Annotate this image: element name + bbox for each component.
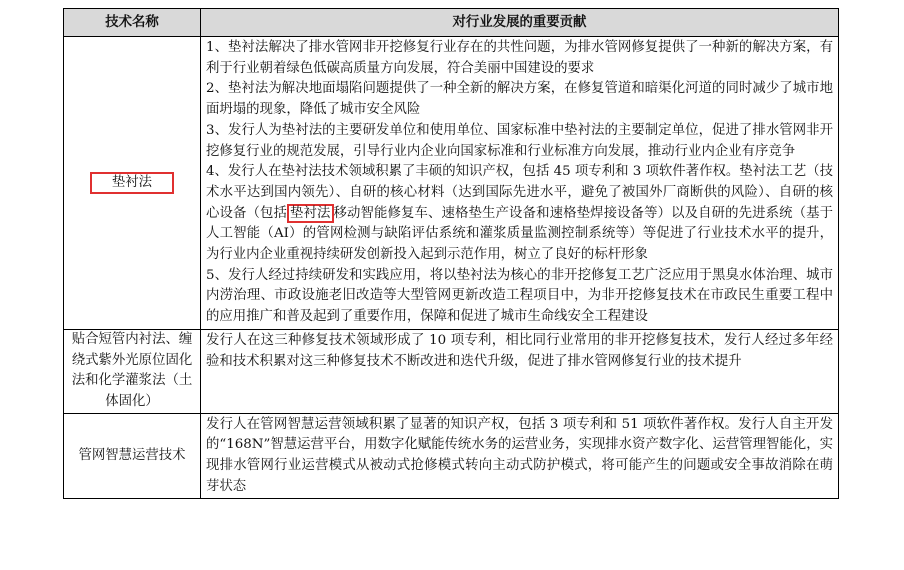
contribution-paragraph: 1、垫衬法解决了排水管网非开挖修复行业存在的共性问题，为排水管网修复提供了一种新的解决方案，有利于行业朝着绿色低碳高质量方向发展，符合美丽中国建设的要求 (206, 40, 833, 76)
row-contribution-cell (201, 329, 839, 413)
table-row (64, 329, 839, 413)
row-tech-name-cell (64, 37, 201, 330)
row-contribution-cell (201, 37, 839, 330)
table-header-row (64, 9, 839, 37)
paragraph-text: 4、发行人在垫衬法技术领域积累了丰硕的知识产权，包括 45 项专利和 3 项软件著作权。垫衬法工艺（技术水平达到国内领先）、自研的核心材料（达到国际先进水平，避免了被国外厂商断供的风险）、自研的核心设备（包括 (206, 164, 833, 221)
table-row (64, 413, 839, 499)
contribution-paragraph: 发行人在这三种修复技术领域形成了 10 项专利，相比同行业常用的非开挖修复技术，发行人经过多年经验和技术积累对这三种修复技术不断改进和迭代升级，促进了排水管网修复行业的技术提升 (206, 332, 833, 369)
contribution-table-container (63, 8, 838, 499)
highlighted-tech-name: 垫衬法 (90, 172, 174, 194)
table-row (64, 37, 839, 330)
contribution-paragraph: 5、发行人经过持续研发和实践应用，将以垫衬法为核心的非开挖修复工艺广泛应用于黑臭水体治理、城市内涝治理、市政设施老旧改造等大型管网更新改造工程项目中，为非开挖修复技术在市政民生重要工程中的应用推广和普及起到了重要作用，保障和促进了城市生命线安全工程建设 (206, 267, 833, 325)
header-tech-name: 技术名称 (64, 9, 201, 37)
contribution-paragraph: 3、发行人为垫衬法的主要研发单位和使用单位、国家标准中垫衬法的主要制定单位，促进了排水管网非开挖修复行业的规范发展，引导行业内企业向国家标准和行业标准方向发展，推动行业内企业有序竞争 (206, 122, 833, 159)
contribution-paragraph: 2、垫衬法为解决地面塌陷问题提供了一种全新的解决方案，在修复管道和暗渠化河道的同时减少了城市地面坍塌的现象，降低了城市安全风险 (206, 81, 833, 118)
contribution-paragraph (206, 162, 833, 266)
paragraph-text: 移动智能修复车、速格垫生产设备和速格垫焊接设备等）以及自研的先进系统（基于人工智能（AI）的管网检测与缺陷评估系统和灌浆质量监测控制系统等）等促进了行业技术水平的提升，为行业内企业重视持续研发创新投入起到示范作用，树立了良好的标杆形象 (206, 205, 834, 263)
row-tech-name-cell: 管网智慧运营技术 (64, 413, 201, 499)
highlighted-term: 垫衬法 (287, 204, 334, 223)
row-contribution-cell (201, 413, 839, 499)
contribution-paragraph: 发行人在管网智慧运营领域积累了显著的知识产权，包括 3 项专利和 51 项软件著作权。发行人自主开发的“168N”智慧运营平台，用数字化赋能传统水务的运营业务，实现排水资产数字化、运营管理智能化，实现排水管网行业运营模式从被动式抢修模式转向主动式防护模式，将可能产生的问题或安全事故消除在萌芽状态 (206, 416, 833, 494)
contribution-table (63, 8, 839, 499)
header-contribution: 对行业发展的重要贡献 (201, 9, 839, 37)
row-tech-name-cell: 贴合短管内衬法、缠绕式紫外光原位固化法和化学灌浆法（土体固化） (64, 329, 201, 413)
